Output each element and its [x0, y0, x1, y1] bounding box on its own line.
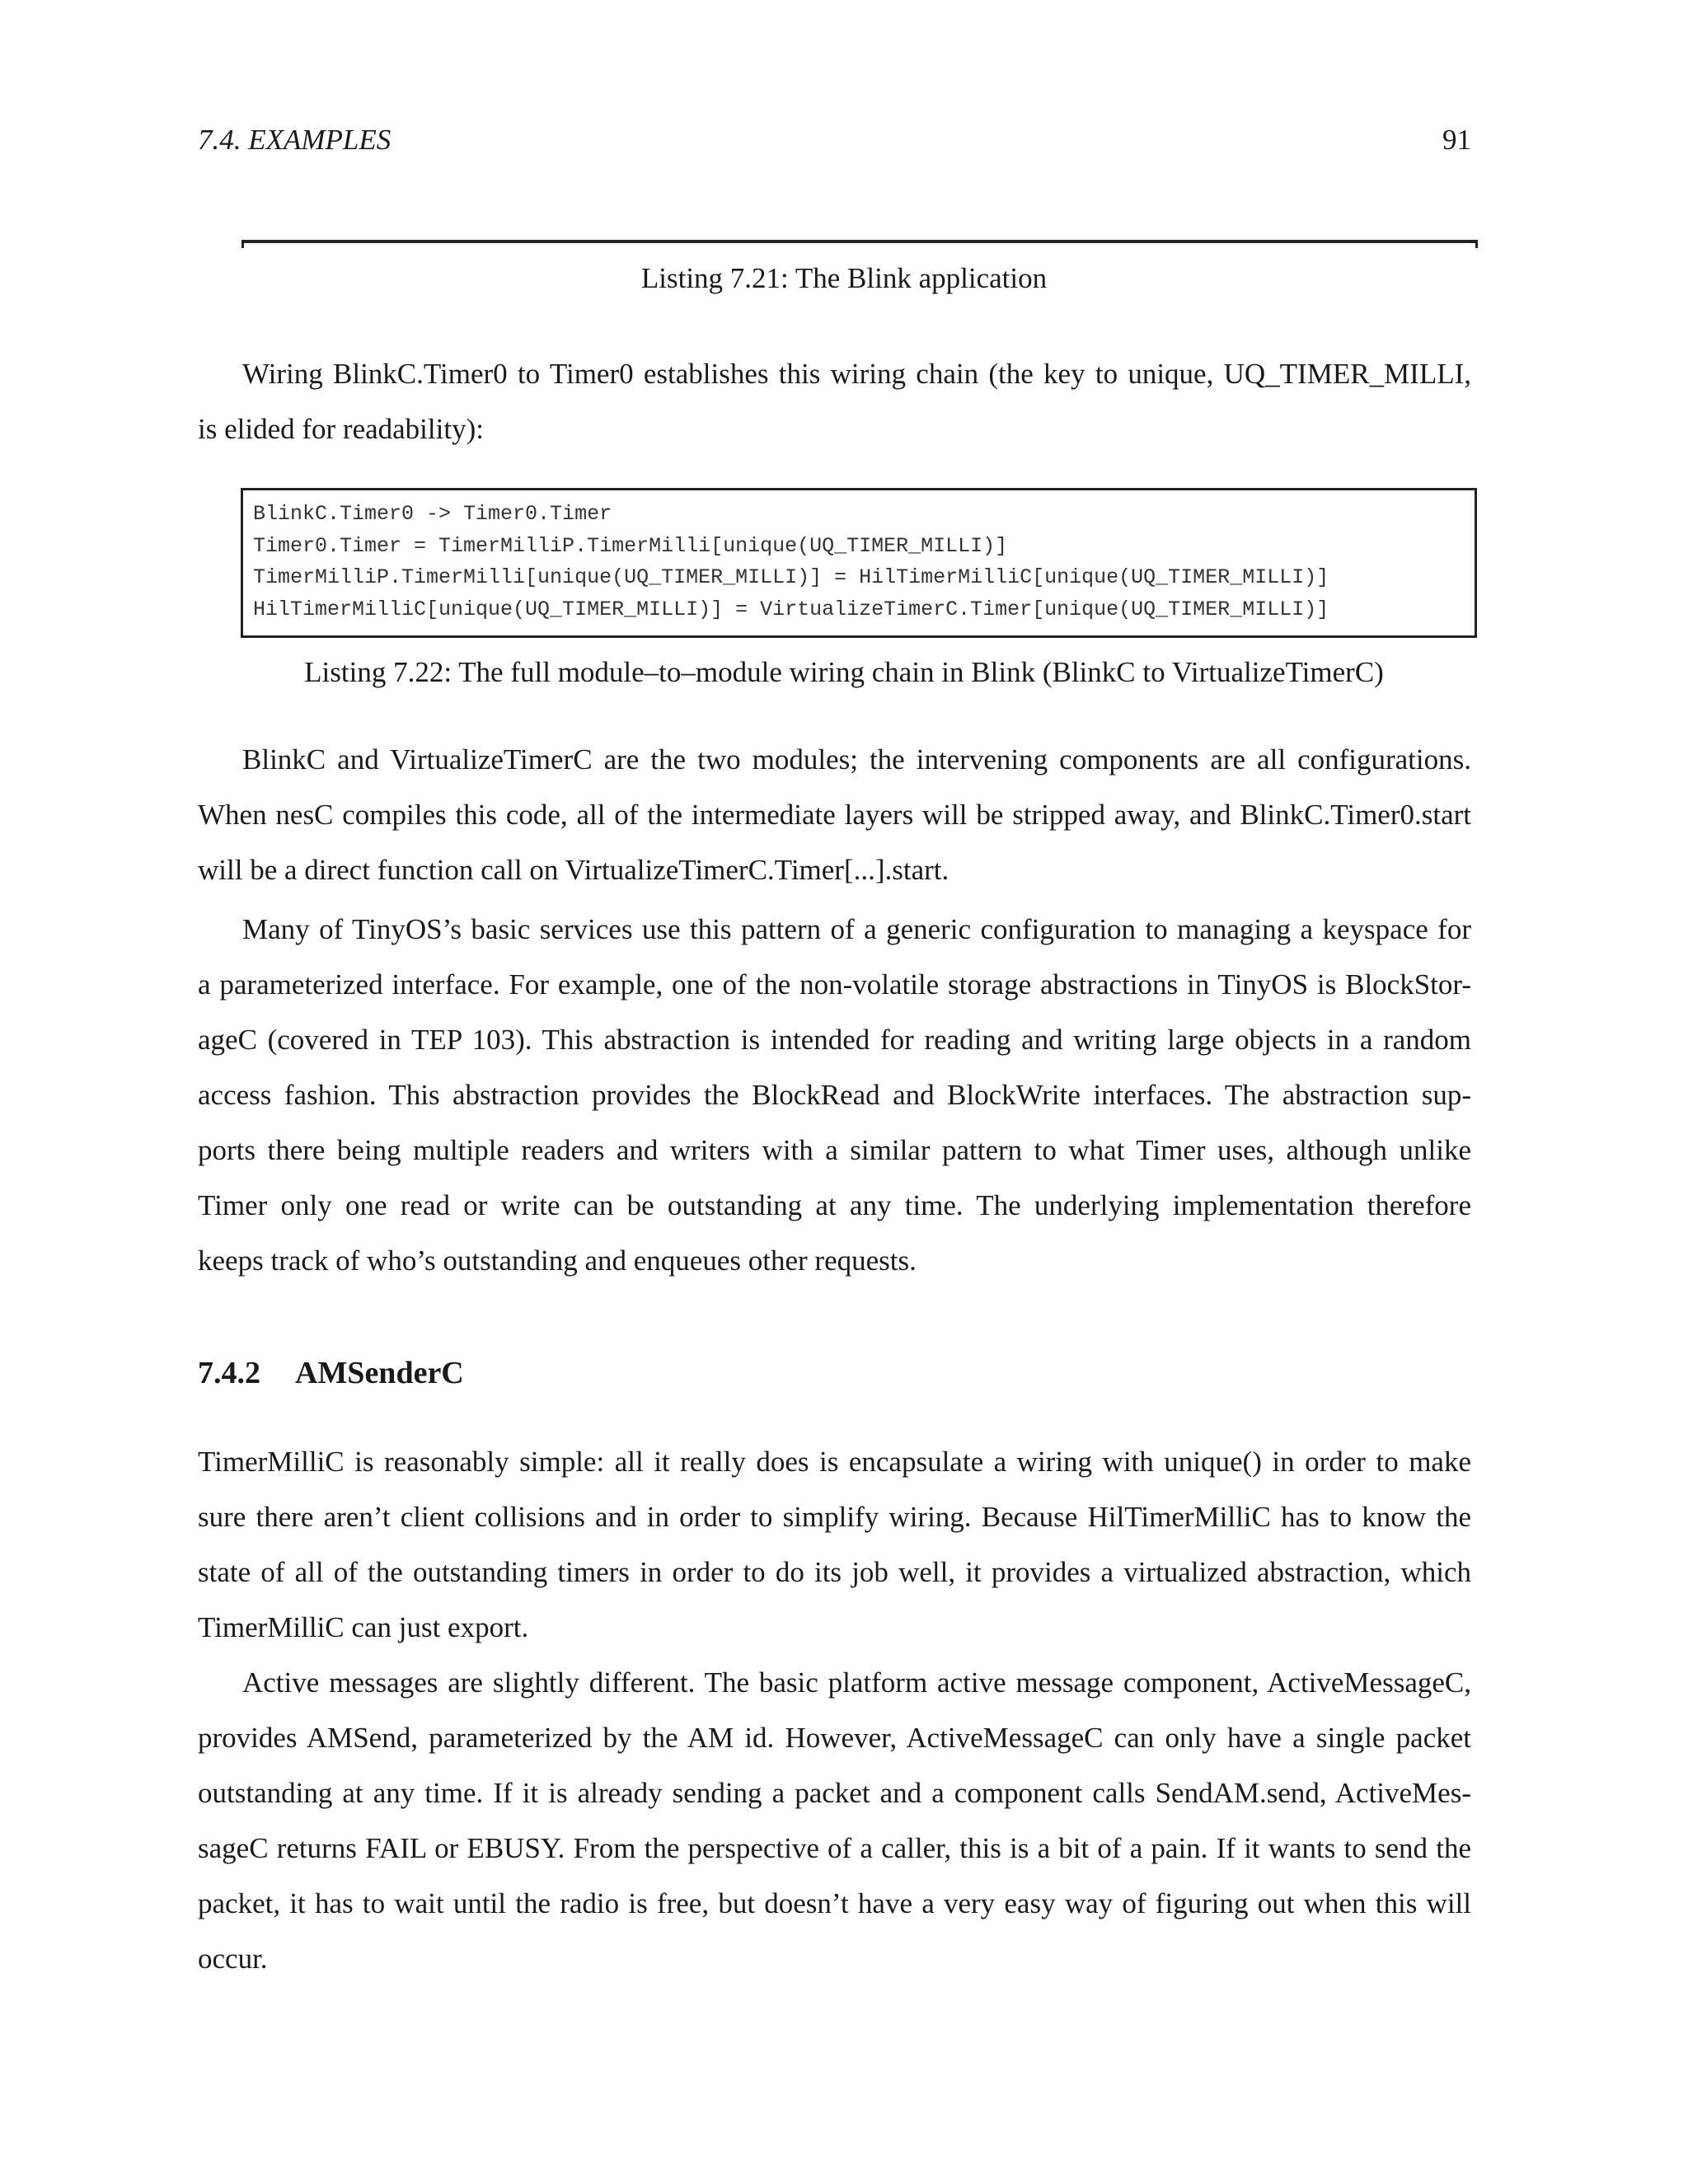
text-line: keeps track of who’s outstanding and enqueues other requests. [198, 1244, 917, 1277]
section-number: 7.4.2 [198, 1356, 260, 1390]
text-line: a parameterized interface. For example, one of the non-volatile storage abstractions in TinyOS is BlockStor- [198, 968, 1471, 1001]
code-line: HilTimerMilliC[unique(UQ_TIMER_MILLI)] = VirtualizeTimerC.Timer[unique(UQ_TIMER_MILLI)] [253, 597, 1329, 621]
text-line: outstanding at any time. If it is already sending a packet and a component calls SendAM.send, ActiveMes- [198, 1777, 1471, 1809]
section-title: AMSenderC [295, 1356, 464, 1390]
listing-7-22-code-box [241, 488, 1477, 638]
text-line: is elided for readability): [198, 413, 484, 445]
text-line: packet, it has to wait until the radio is free, but doesn’t have a very easy way of figuring out when this will [198, 1887, 1471, 1919]
code-line: TimerMilliP.TimerMilli[unique(UQ_TIMER_MILLI)] = HilTimerMilliC[unique(UQ_TIMER_MILLI)] [253, 565, 1329, 589]
paragraph-wiring [198, 346, 1471, 457]
code-line: Timer0.Timer = TimerMilliP.TimerMilli[unique(UQ_TIMER_MILLI)] [253, 533, 1008, 558]
text-line: sageC returns FAIL or EBUSY. From the perspective of a caller, this is a bit of a pain. If it wants to send the [198, 1832, 1471, 1864]
text-line: When nesC compiles this code, all of the intermediate layers will be stripped away, and BlinkC.Timer0.start [198, 799, 1471, 831]
paragraph-active-messages [198, 1655, 1471, 1986]
text-line: ports there being multiple readers and writers with a similar pattern to what Timer uses, although unlike [198, 1134, 1471, 1166]
paragraph-services [198, 902, 1471, 1288]
listing-top-rule [241, 240, 1478, 248]
text-line: Wiring BlinkC.Timer0 to Timer0 establishes this wiring chain (the key to unique, UQ_TIMER_MILLI, [242, 358, 1471, 390]
text-line: sure there aren’t client collisions and in order to simplify wiring. Because HilTimerMilliC has to know the [198, 1501, 1471, 1533]
text-line: occur. [198, 1943, 268, 1975]
text-line: TimerMilliC is reasonably simple: all it really does is encapsulate a wiring with unique() in order to make [198, 1446, 1471, 1478]
text-line: Timer only one read or write can be outstanding at any time. The underlying implementation therefore [198, 1189, 1471, 1221]
text-line: Many of TinyOS’s basic services use this pattern of a generic configuration to managing a keyspace for [242, 913, 1471, 945]
section-heading [198, 1355, 464, 1391]
text-line: BlinkC and VirtualizeTimerC are the two modules; the intervening components are all configurations. [242, 743, 1471, 776]
paragraph-modules [198, 732, 1471, 898]
listing-7-22-caption: Listing 7.22: The full module–to–module wiring chain in Blink (BlinkC to VirtualizeTimerC) [304, 656, 1384, 688]
code-line: BlinkC.Timer0 -> Timer0.Timer [253, 502, 612, 526]
text-line: ageC (covered in TEP 103). This abstraction is intended for reading and writing large objects in a random [198, 1024, 1471, 1056]
text-line: state of all of the outstanding timers in order to do its job well, it provides a virtualized abstraction, which [198, 1556, 1471, 1588]
paragraph-timermilli [198, 1434, 1471, 1655]
page-number: 91 [1442, 124, 1471, 156]
text-line: Active messages are slightly different. The basic platform active message component, ActiveMessageC, [242, 1666, 1471, 1699]
text-line: will be a direct function call on VirtualizeTimerC.Timer[...].start. [198, 854, 950, 886]
text-line: TimerMilliC can just export. [198, 1611, 529, 1643]
listing-7-21-caption: Listing 7.21: The Blink application [640, 262, 1048, 294]
text-line: access fashion. This abstraction provides the BlockRead and BlockWrite interfaces. The abstraction sup- [198, 1079, 1471, 1111]
text-line: provides AMSend, parameterized by the AM id. However, ActiveMessageC can only have a single packet [198, 1722, 1471, 1754]
running-head: 7.4. EXAMPLES [198, 124, 392, 156]
